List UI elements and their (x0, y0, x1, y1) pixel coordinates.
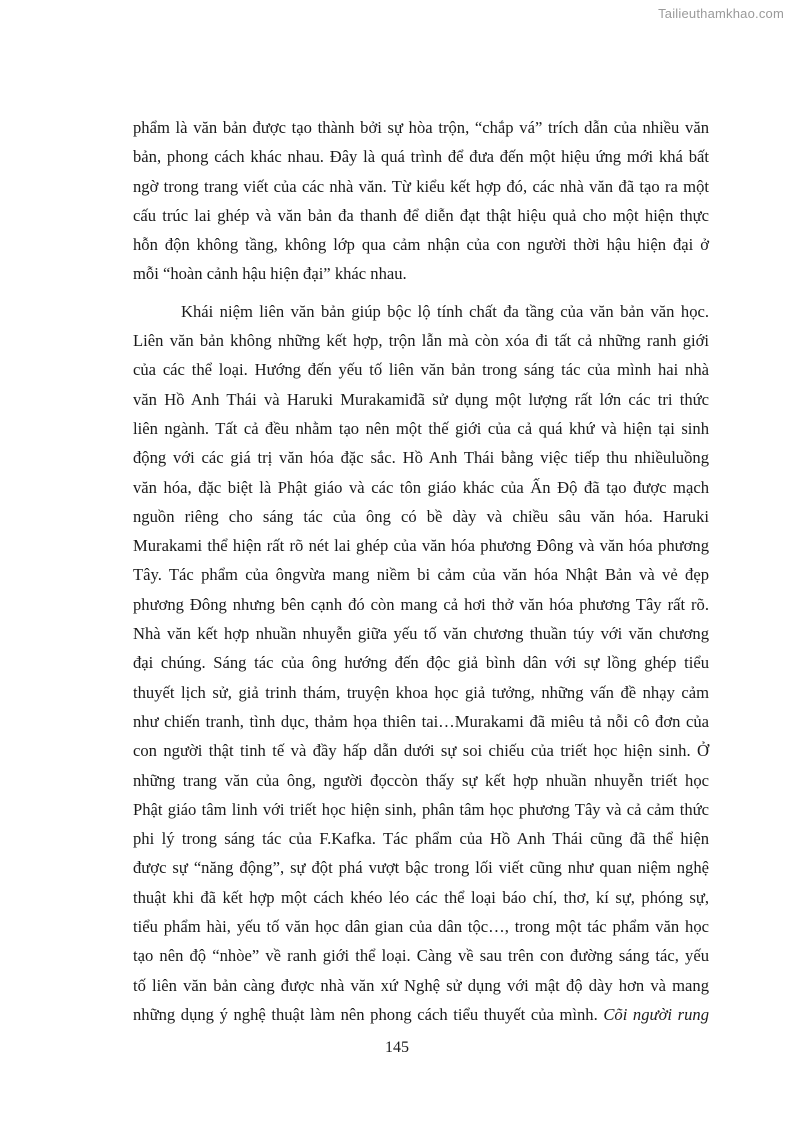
text-line: Khái niệm liên văn bản giúp bộc lộ tính chất đa tầng của văn bản văn học. (181, 301, 709, 321)
text-line: tiểu phẩm hài, yếu tố văn học dân gian của dân tộc…, trong một tác phẩm văn học (133, 917, 709, 937)
text-line: con người thật tinh tế và đầy hấp dẫn dưới sự soi chiếu của triết học hiện sinh. Ở (133, 741, 709, 761)
page-number: 145 (385, 1039, 409, 1056)
text-line: thuyết lịch sử, giả trinh thám, truyện khoa học giả tưởng, những vấn đề nhạy cảm (133, 682, 709, 702)
text-line: đại chúng. Sáng tác của ông hướng đến độc giả bình dân với sự lồng ghép tiểu (133, 653, 709, 673)
text-line: bản, phong cách khác nhau. Đây là quá trình để đưa đến một hiệu ứng mới khá bất (133, 147, 709, 167)
text-line-last (133, 1000, 709, 1029)
text-line: động với các giá trị văn hóa đặc sắc. Hồ Anh Thái bằng việc tiếp thu nhiềuluồng (133, 448, 709, 468)
text-line: Phật giáo tâm linh với triết học hiện sinh, phân tâm học phương Tây và cả cảm thức (133, 799, 709, 819)
text-line: liên ngành. Tất cả đều nhằm tạo nên một thế giới của cả quá khứ và hiện tại sinh (133, 418, 709, 438)
text-line: Liên văn bản không những kết hợp, trộn lẫn mà còn xóa đi tất cả những ranh giới (133, 331, 709, 351)
text-line: Tây. Tác phẩm của ôngvừa mang niềm bi cảm của văn hóa Nhật Bản và vẻ đẹp (133, 565, 709, 585)
text-line: tạo nên độ “nhòe” về ranh giới thể loại. Càng về sau trên con đường sáng tác, yếu (133, 946, 709, 966)
text-line: những trang văn của ông, người đọccòn thấy sự kết hợp nhuần nhuyễn triết học (133, 770, 709, 790)
text-line: văn Hồ Anh Thái và Haruki Murakamiđã sử dụng một lượng rất lớn các tri thức (133, 389, 709, 409)
document-body (133, 113, 709, 1029)
text-line: cấu trúc lai ghép và văn bản đa thanh để diễn đạt thật hiệu quả cho một hiện thực (133, 205, 709, 225)
text-line: của các thể loại. Hướng đến yếu tố liên văn bản trong sáng tác của mình hai nhà (133, 360, 709, 380)
text-line: ngờ trong trang viết của các nhà văn. Từ kiểu kết hợp đó, các nhà văn đã tạo ra một (133, 176, 709, 196)
text-line: phi lý trong sáng tác của F.Kafka. Tác phẩm của Hồ Anh Thái cũng đã thể hiện (133, 829, 709, 849)
text-line: nguồn riêng cho sáng tác của ông có bề dày và chiều sâu văn hóa. Haruki (133, 506, 709, 526)
text-line: mỗi “hoàn cảnh hậu hiện đại” khác nhau. (133, 264, 407, 284)
text-line: phẩm là văn bản được tạo thành bởi sự hòa trộn, “chắp vá” trích dẫn của nhiều văn (133, 118, 709, 137)
watermark: Tailieuthamkhao.com (658, 6, 784, 21)
text-line: phương Đông nhưng bên cạnh đó còn mang cả hơi thở văn hóa phương Tây rất rõ. (133, 594, 709, 614)
text-line: tố liên văn bản càng được nhà văn xứ Nghệ sử dụng với mật độ dày hơn và mang (133, 975, 709, 995)
text-line: Nhà văn kết hợp nhuần nhuyễn giữa yếu tố văn chương thuần túy với văn chương (133, 624, 709, 644)
text-run: những dụng ý nghệ thuật làm nên phong cách tiểu thuyết của mình. (133, 1004, 604, 1024)
paragraph-1 (133, 113, 709, 289)
paragraph-2 (133, 297, 709, 1029)
text-line: như chiến tranh, tình dục, thảm họa thiên tai…Murakami đã miêu tả nỗi cô đơn của (133, 711, 709, 731)
text-line: thuật khi đã kết hợp một cách khéo léo các thể loại báo chí, thơ, kí sự, phóng sự, (133, 887, 709, 907)
italic-title-run: Cõi người rung (603, 1004, 709, 1024)
text-line: được sự “năng động”, sự đột phá vượt bậc trong lối viết cũng như quan niệm nghệ (133, 858, 709, 878)
text-line: hỗn độn không tầng, không lớp qua cảm nhận của con người thời hậu hiện đại ở (133, 235, 709, 255)
text-line: văn hóa, đặc biệt là Phật giáo và các tôn giáo khác của Ấn Độ đã tạo được mạch (133, 477, 709, 497)
text-line: Murakami thể hiện rất rõ nét lai ghép của văn hóa phương Đông và văn hóa phương (133, 536, 709, 556)
